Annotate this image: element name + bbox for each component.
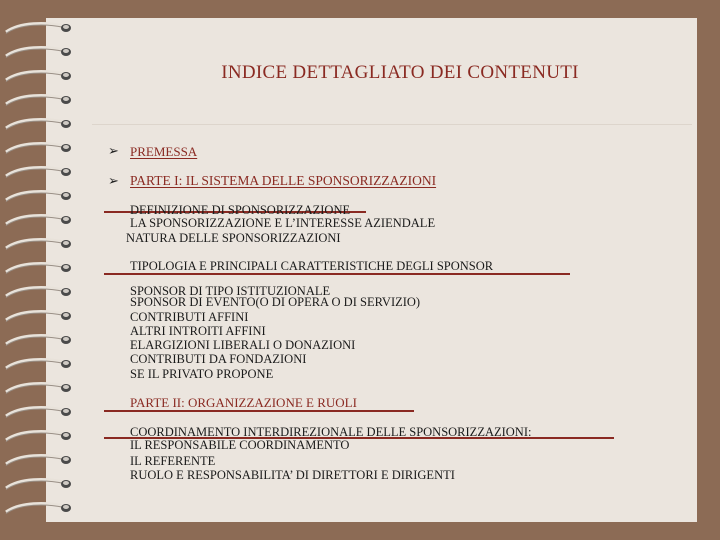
link-parte-2[interactable]: PARTE II: ORGANIZZAZIONE E RUOLI bbox=[130, 395, 357, 410]
arrow-bullet-icon: ➢ bbox=[108, 173, 119, 188]
page-title: INDICE DETTAGLIATO DEI CONTENUTI bbox=[221, 62, 579, 83]
list-item-sponsor[interactable]: SPONSOR DI EVENTO(O DI OPERA O DI SERVIZIO) bbox=[130, 295, 421, 309]
list-item-sponsor[interactable]: SE IL PRIVATO PROPONE bbox=[130, 367, 274, 381]
link-coordinamento[interactable]: COORDINAMENTO INTERDIREZIONALE DELLE SPONSORIZZAZIONI: bbox=[130, 425, 532, 439]
list-item-ruolo[interactable]: RUOLO E RESPONSABILITA’ DI DIRETTORI E DIRIGENTI bbox=[130, 468, 455, 482]
arrow-bullet-icon: ➢ bbox=[108, 143, 119, 158]
section-rule bbox=[104, 273, 570, 275]
list-item-sponsor[interactable]: SPONSOR DI TIPO ISTITUZIONALE bbox=[130, 284, 331, 298]
list-item-sponsor[interactable]: CONTRIBUTI DA FONDAZIONI bbox=[130, 352, 307, 366]
link-parte-1[interactable]: PARTE I: IL SISTEMA DELLE SPONSORIZZAZIONI bbox=[130, 173, 437, 188]
title-divider bbox=[92, 124, 692, 125]
list-item-ruolo[interactable]: IL REFERENTE bbox=[130, 454, 216, 468]
link-definizione[interactable]: DEFINIZIONE DI SPONSORIZZAZIONE bbox=[130, 203, 351, 217]
link-premessa[interactable]: PREMESSA bbox=[130, 144, 198, 159]
spiral-binding-icon bbox=[0, 18, 80, 522]
section-rule bbox=[104, 410, 414, 412]
list-item-sponsor[interactable]: CONTRIBUTI AFFINI bbox=[130, 310, 249, 324]
list-item-sponsor[interactable]: ELARGIZIONI LIBERALI O DONAZIONI bbox=[130, 338, 356, 352]
link-natura[interactable]: NATURA DELLE SPONSORIZZAZIONI bbox=[126, 231, 341, 245]
link-tipologia[interactable]: TIPOLOGIA E PRINCIPALI CARATTERISTICHE DEGLI SPONSOR bbox=[130, 259, 494, 273]
list-item-ruolo[interactable]: IL RESPONSABILE COORDINAMENTO bbox=[130, 438, 350, 452]
link-interesse-aziendale[interactable]: LA SPONSORIZZAZIONE E L’INTERESSE AZIENDALE bbox=[130, 216, 436, 230]
list-item-sponsor[interactable]: ALTRI INTROITI AFFINI bbox=[130, 324, 266, 338]
